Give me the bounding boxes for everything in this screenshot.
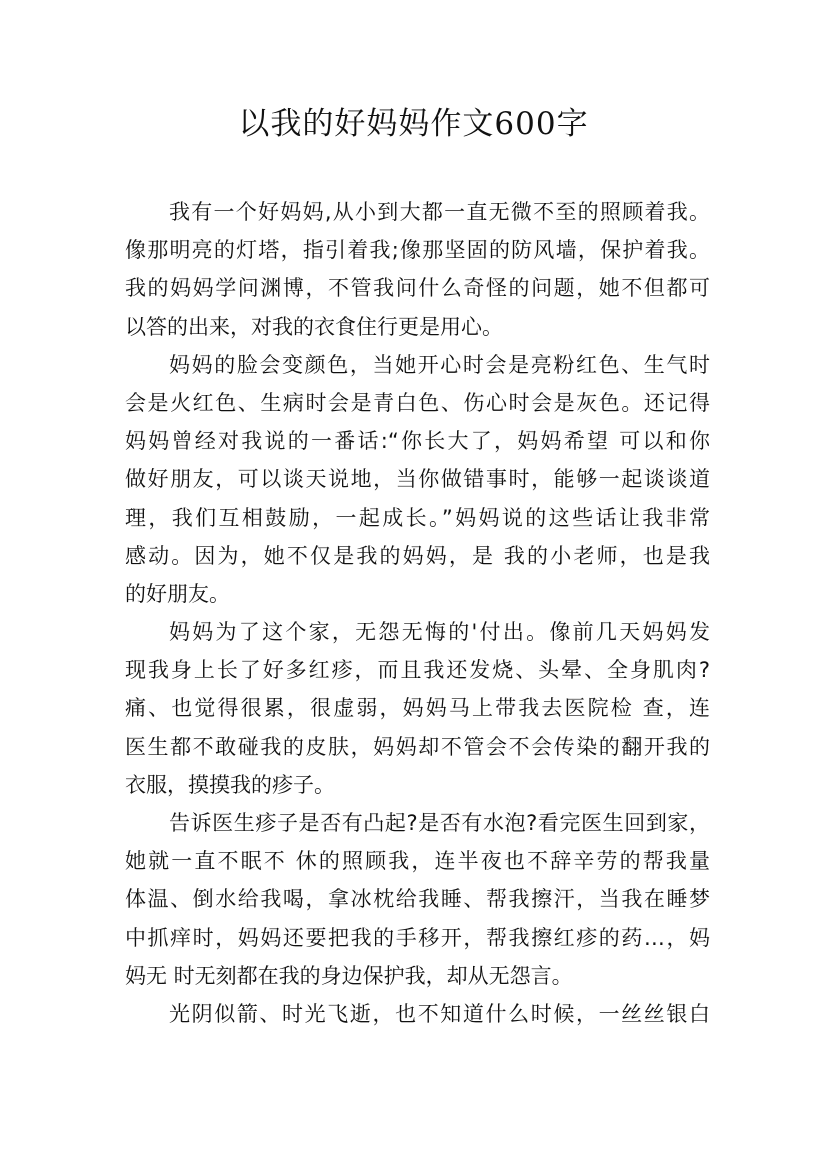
- paragraph-5: [125, 995, 710, 1033]
- text-line: 我有一个好妈妈,从小到大都一直无微不至的照顾着我。: [169, 200, 710, 224]
- document-title: 以我的好妈妈作文600字: [238, 106, 589, 142]
- text-line: 痛、也觉得很累，很虚弱，妈妈马上带我去医院检 查，连: [125, 696, 710, 721]
- text-line: 妈妈曾经对我说的一番话:“你长大了，妈妈希望 可以和你: [125, 429, 710, 454]
- text-line: 妈无 时无刻都在我的身边保护我，却从无怨言。: [125, 963, 573, 988]
- text-line: 会是火红色、生病时会是青白色、伤心时会是灰色。还记得: [125, 390, 710, 415]
- paragraph-3: [125, 613, 710, 804]
- text-line: 感动。因为，她不仅是我的妈妈，是 我的小老师，也是我: [125, 543, 710, 568]
- text-line: 像那明亮的灯塔，指引着我;像那坚固的防风墙，保护着我。: [125, 238, 710, 263]
- text-line: 妈妈为了这个家，无怨无悔的'付出。像前几天妈妈发: [169, 620, 710, 645]
- text-line: 以答的出来，对我的衣食住行更是用心。: [125, 314, 503, 339]
- text-line: 医生都不敢碰我的皮肤，妈妈却不管会不会传染的翻开我的: [125, 734, 710, 759]
- text-line: 现我身上长了好多红疹，而且我还发烧、头晕、全身肌肉?: [125, 658, 710, 683]
- paragraph-2: [125, 346, 710, 613]
- text-line: 中抓痒时，妈妈还要把我的手移开，帮我擦红疹的药…，妈: [125, 925, 710, 950]
- text-line: 体温、倒水给我喝，拿冰枕给我睡、帮我擦汗，当我在睡梦: [125, 887, 710, 912]
- paragraph-4: [125, 804, 710, 995]
- text-line: 做好朋友，可以谈天说地，当你做错事时，能够一起谈谈道: [125, 467, 710, 492]
- text-line: 理，我们互相鼓励，一起成长。”妈妈说的这些话让我非常: [125, 505, 710, 530]
- text-line: 光阴似箭、时光飞逝，也不知道什么时候，一丝丝银白: [169, 1001, 710, 1026]
- paragraph-1: [125, 193, 710, 346]
- text-line: 的好朋友。: [125, 581, 230, 606]
- document-body: [125, 193, 710, 1033]
- text-line: 我的妈妈学问渊博，不管我问什么奇怪的问题，她不但都可: [125, 276, 710, 301]
- text-line: 衣服，摸摸我的疹子。: [125, 772, 335, 797]
- text-line: 她就一直不眠不 休的照顾我，连半夜也不辞辛劳的帮我量: [125, 849, 710, 874]
- text-line: 告诉医生疹子是否有凸起?是否有水泡?看完医生回到家，: [169, 811, 710, 835]
- text-line: 妈妈的脸会变颜色，当她开心时会是亮粉红色、生气时: [169, 352, 710, 377]
